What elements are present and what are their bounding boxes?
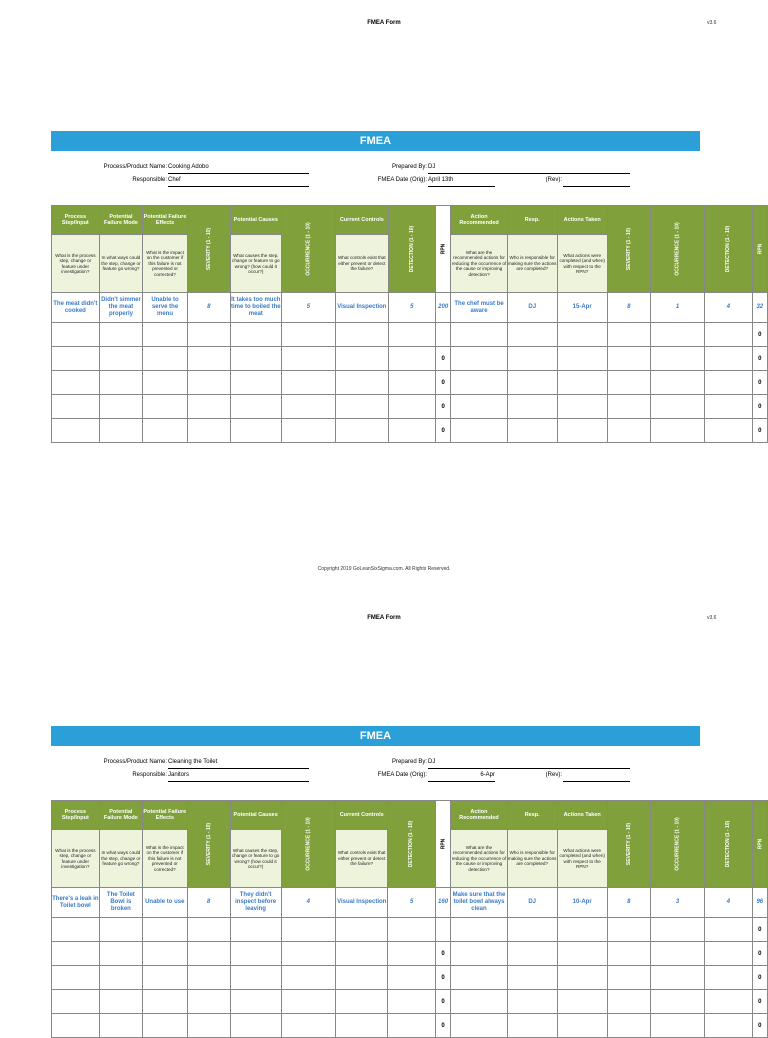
empty-cell: [230, 419, 281, 443]
question-effects: What is the impact on the customer if this failure is not prevented or corrected?: [143, 830, 188, 888]
cell-step: There's a leak in Toilet bowl: [52, 888, 100, 918]
cell-effects: Unable to use: [143, 888, 188, 918]
cell-occ2: 3: [650, 888, 704, 918]
empty-cell: [607, 1014, 650, 1038]
empty-cell: [281, 419, 335, 443]
empty-cell: [281, 918, 335, 942]
table-row: [52, 347, 768, 371]
header-det: DETECTION (1 - 10): [388, 206, 435, 293]
empty-cell: [557, 942, 607, 966]
empty-cell: [705, 990, 752, 1014]
cell-sev: 8: [187, 293, 230, 323]
process-field[interactable]: Cooking Adobo: [168, 164, 309, 174]
header-rpn2: RPN: [752, 801, 767, 888]
empty-cell: [451, 419, 507, 443]
empty-cell: [650, 990, 704, 1014]
cell-rpn: 0: [436, 371, 451, 395]
empty-cell: [557, 395, 607, 419]
table-row: [52, 395, 768, 419]
empty-cell: [281, 347, 335, 371]
empty-cell: [650, 918, 704, 942]
cell-rpn2: 0: [752, 419, 767, 443]
prepared-field[interactable]: DJ: [428, 164, 630, 174]
empty-cell: [187, 395, 230, 419]
empty-cell: [143, 990, 188, 1014]
cell-sev2: 8: [607, 293, 650, 323]
empty-cell: [507, 966, 557, 990]
header-causes: Potential Causes: [230, 206, 281, 235]
question-resp: Who is responsible for making sure the actions are completed?: [507, 235, 557, 293]
question-causes: What causes the step, change or feature to go wrong? (how could it occur?): [230, 830, 281, 888]
empty-cell: [451, 323, 507, 347]
empty-cell: [99, 1014, 142, 1038]
empty-cell: [507, 347, 557, 371]
empty-cell: [335, 966, 388, 990]
cell-rpn2: 0: [752, 990, 767, 1014]
empty-cell: [705, 942, 752, 966]
empty-cell: [187, 323, 230, 347]
empty-cell: [230, 966, 281, 990]
empty-cell: [451, 395, 507, 419]
cell-rpn: 0: [435, 942, 450, 966]
empty-cell: [230, 347, 281, 371]
header-causes: Potential Causes: [230, 801, 281, 830]
prepared-label: Prepared By:: [391, 759, 427, 765]
question-step: What is the process step, change or feature under investigation?: [52, 235, 100, 293]
empty-cell: [557, 966, 607, 990]
empty-cell: [230, 942, 281, 966]
header-row: [52, 206, 768, 235]
empty-cell: [52, 395, 100, 419]
empty-cell: [52, 966, 100, 990]
empty-cell: [281, 990, 335, 1014]
cell-rpn: 200: [436, 293, 451, 323]
empty-cell: [650, 942, 704, 966]
empty-cell: [336, 419, 389, 443]
date-field[interactable]: April 13th: [428, 177, 495, 187]
header-sev: SEVERITY (1 - 10): [187, 801, 230, 888]
empty-cell: [650, 323, 704, 347]
empty-cell: [451, 966, 508, 990]
empty-cell: [335, 942, 388, 966]
question-action: What are the recommended actions for reducing the occurrence of the cause or improving detection?: [451, 830, 508, 888]
empty-cell: [388, 966, 435, 990]
empty-cell: [607, 347, 650, 371]
process-label: Process/Product Name:: [103, 164, 167, 170]
cell-action: Make sure that the toilet bowl always clean: [451, 888, 508, 918]
empty-cell: [143, 918, 188, 942]
header-controls: Current Controls: [336, 206, 389, 235]
question-resp: Who is responsible for making sure the actions are completed?: [507, 830, 557, 888]
empty-cell: [650, 966, 704, 990]
cell-rpn2: 0: [752, 966, 767, 990]
empty-cell: [388, 918, 435, 942]
rev-label: (Rev):: [545, 177, 562, 183]
cell-rpn: [436, 323, 451, 347]
empty-cell: [507, 323, 557, 347]
cell-causes: It takes too much time to boiled the meat: [230, 293, 281, 323]
table-row: [52, 990, 768, 1014]
empty-cell: [650, 371, 704, 395]
empty-cell: [607, 966, 650, 990]
table-row: [52, 918, 768, 942]
cell-rpn2: 0: [752, 942, 767, 966]
header-occ2: OCCURRENCE (1 - 10): [650, 206, 704, 293]
empty-cell: [607, 323, 650, 347]
header-action: Action Recommended: [451, 206, 507, 235]
empty-cell: [52, 371, 100, 395]
table-row: [52, 1014, 768, 1038]
empty-cell: [187, 966, 230, 990]
table-row: [52, 293, 768, 323]
empty-cell: [335, 1014, 388, 1038]
responsible-field[interactable]: Chef: [168, 177, 309, 187]
empty-cell: [451, 918, 508, 942]
header-sev2: SEVERITY (1 - 10): [607, 206, 650, 293]
form-meta: [0, 759, 768, 789]
header-effects: Potential Failure Effects: [143, 206, 187, 235]
empty-cell: [336, 323, 389, 347]
cell-rpn: 160: [435, 888, 450, 918]
header-rpn: RPN: [436, 206, 451, 293]
empty-cell: [52, 323, 100, 347]
question-mode: In what ways could the step, change or feature go wrong?: [99, 830, 142, 888]
table-row: [52, 942, 768, 966]
header-sev2: SEVERITY (1 - 10): [607, 801, 650, 888]
table-row: [52, 888, 768, 918]
empty-cell: [143, 323, 187, 347]
empty-cell: [281, 966, 335, 990]
empty-cell: [557, 347, 607, 371]
empty-cell: [99, 323, 143, 347]
empty-cell: [99, 347, 143, 371]
empty-cell: [281, 371, 335, 395]
empty-cell: [187, 371, 230, 395]
header-step: Process Step/Input: [52, 206, 100, 235]
empty-cell: [99, 419, 143, 443]
header-taken: Actions Taken: [557, 206, 607, 235]
cell-action: The chef must be aware: [451, 293, 507, 323]
date-label: FMEA Date (Orig):: [377, 177, 427, 183]
fmea-table: [51, 205, 768, 443]
empty-cell: [507, 990, 557, 1014]
empty-cell: [52, 942, 100, 966]
cell-rpn: 0: [436, 419, 451, 443]
empty-cell: [650, 347, 704, 371]
empty-cell: [143, 347, 187, 371]
empty-cell: [52, 990, 100, 1014]
version-label: v3.6: [707, 615, 717, 621]
cell-rpn: 0: [436, 347, 451, 371]
empty-cell: [99, 371, 143, 395]
cell-sev: 8: [187, 888, 230, 918]
empty-cell: [388, 323, 435, 347]
empty-cell: [705, 419, 752, 443]
empty-cell: [281, 942, 335, 966]
empty-cell: [99, 966, 142, 990]
empty-cell: [557, 323, 607, 347]
question-mode: In what ways could the step, change or feature go wrong?: [99, 235, 143, 293]
cell-taken: 15-Apr: [557, 293, 607, 323]
header-resp: Resp.: [507, 801, 557, 830]
cell-rpn2: 0: [752, 323, 767, 347]
question-causes: What causes the step, change or feature to go wrong? (how could it occur?): [230, 235, 281, 293]
table-row: [52, 419, 768, 443]
empty-cell: [388, 371, 435, 395]
table-row: [52, 323, 768, 347]
header-occ2: OCCURRENCE (1 - 10): [650, 801, 704, 888]
rev-field[interactable]: [563, 772, 630, 782]
responsible-field[interactable]: Janitors: [168, 772, 309, 782]
cell-det2: 4: [705, 293, 752, 323]
header-taken: Actions Taken: [557, 801, 607, 830]
cell-rpn2: 0: [752, 371, 767, 395]
empty-cell: [335, 918, 388, 942]
empty-cell: [557, 371, 607, 395]
empty-cell: [607, 942, 650, 966]
empty-cell: [451, 942, 508, 966]
cell-causes: They didn't inspect before leaving: [230, 888, 281, 918]
empty-cell: [281, 395, 335, 419]
empty-cell: [52, 347, 100, 371]
fmea-table: [51, 800, 768, 1038]
page-title: FMEA Form: [367, 20, 401, 26]
cell-taken: 10-Apr: [557, 888, 607, 918]
empty-cell: [607, 990, 650, 1014]
empty-cell: [281, 323, 335, 347]
empty-cell: [143, 966, 188, 990]
empty-cell: [388, 395, 435, 419]
cell-rpn2: 0: [752, 918, 767, 942]
empty-cell: [507, 918, 557, 942]
empty-cell: [143, 419, 187, 443]
rev-label: (Rev):: [545, 772, 562, 778]
empty-cell: [336, 395, 389, 419]
header-det2: DETECTION (1 - 10): [705, 206, 752, 293]
empty-cell: [99, 918, 142, 942]
question-step: What is the process step, change or feature under investigation?: [52, 830, 100, 888]
header-mode: Potential Failure Mode: [99, 801, 142, 830]
header-controls: Current Controls: [335, 801, 388, 830]
question-controls: What controls exist that either prevent or detect the failure?: [336, 235, 389, 293]
empty-cell: [230, 918, 281, 942]
cell-controls: Visual Inspection: [336, 293, 389, 323]
empty-cell: [705, 395, 752, 419]
cell-det: 5: [388, 888, 435, 918]
empty-cell: [230, 371, 281, 395]
empty-cell: [388, 942, 435, 966]
empty-cell: [335, 990, 388, 1014]
cell-rpn2: 0: [752, 347, 767, 371]
empty-cell: [230, 395, 281, 419]
version-label: v3.6: [707, 20, 717, 26]
fmea-banner: FMEA: [51, 131, 700, 151]
empty-cell: [230, 1014, 281, 1038]
cell-rpn: 0: [435, 990, 450, 1014]
cell-rpn2: 0: [752, 395, 767, 419]
cell-mode: Didn't simmer the meat properly: [99, 293, 143, 323]
header-mode: Potential Failure Mode: [99, 206, 143, 235]
cell-rpn2: 0: [752, 1014, 767, 1038]
empty-cell: [143, 395, 187, 419]
empty-cell: [187, 918, 230, 942]
empty-cell: [507, 419, 557, 443]
cell-controls: Visual Inspection: [335, 888, 388, 918]
header-det2: DETECTION (1 - 10): [705, 801, 752, 888]
process-field[interactable]: Cleaning the Toilet: [168, 759, 309, 769]
header-occ: OCCURRENCE (1 - 10): [281, 206, 335, 293]
cell-step: The meat didn't cooked: [52, 293, 100, 323]
empty-cell: [507, 1014, 557, 1038]
cell-resp: DJ: [507, 888, 557, 918]
empty-cell: [557, 1014, 607, 1038]
empty-cell: [143, 942, 188, 966]
empty-cell: [607, 918, 650, 942]
responsible-label: Responsible:: [132, 177, 167, 183]
empty-cell: [52, 419, 100, 443]
header-det: DETECTION (1 - 10): [388, 801, 435, 888]
empty-cell: [230, 990, 281, 1014]
responsible-label: Responsible:: [132, 772, 167, 778]
empty-cell: [336, 371, 389, 395]
header-step: Process Step/Input: [52, 801, 100, 830]
empty-cell: [52, 1014, 100, 1038]
question-effects: What is the impact on the customer if this failure is not prevented or corrected?: [143, 235, 187, 293]
empty-cell: [557, 990, 607, 1014]
empty-cell: [187, 942, 230, 966]
empty-cell: [230, 323, 281, 347]
empty-cell: [705, 347, 752, 371]
empty-cell: [99, 395, 143, 419]
empty-cell: [52, 918, 100, 942]
empty-cell: [451, 1014, 508, 1038]
table-row: [52, 966, 768, 990]
form-meta: [0, 164, 768, 194]
header-action: Action Recommended: [451, 801, 508, 830]
empty-cell: [451, 347, 507, 371]
empty-cell: [336, 347, 389, 371]
empty-cell: [187, 990, 230, 1014]
empty-cell: [507, 371, 557, 395]
copyright-text: Copyright 2019 GoLeanSixSigma.com. All Rights Reserved.: [317, 566, 451, 572]
empty-cell: [143, 371, 187, 395]
cell-det2: 4: [705, 888, 752, 918]
date-field[interactable]: 6-Apr: [428, 772, 495, 782]
prepared-field[interactable]: DJ: [428, 759, 630, 769]
cell-rpn2: 96: [752, 888, 767, 918]
header-effects: Potential Failure Effects: [143, 801, 188, 830]
header-resp: Resp.: [507, 206, 557, 235]
rev-field[interactable]: [563, 177, 630, 187]
cell-effects: Unable to serve the menu: [143, 293, 187, 323]
header-rpn: RPN: [435, 801, 450, 888]
empty-cell: [705, 323, 752, 347]
empty-cell: [705, 966, 752, 990]
cell-occ2: 1: [650, 293, 704, 323]
empty-cell: [650, 419, 704, 443]
empty-cell: [650, 1014, 704, 1038]
cell-mode: The Toilet Bowl is broken: [99, 888, 142, 918]
question-controls: What controls exist that either prevent or detect the failure?: [335, 830, 388, 888]
empty-cell: [451, 990, 508, 1014]
empty-cell: [607, 419, 650, 443]
prepared-label: Prepared By:: [391, 164, 427, 170]
empty-cell: [388, 347, 435, 371]
empty-cell: [99, 990, 142, 1014]
empty-cell: [143, 1014, 188, 1038]
empty-cell: [507, 395, 557, 419]
empty-cell: [388, 990, 435, 1014]
cell-rpn: 0: [435, 1014, 450, 1038]
cell-resp: DJ: [507, 293, 557, 323]
cell-occ: 5: [281, 293, 335, 323]
cell-rpn: 0: [436, 395, 451, 419]
question-action: What are the recommended actions for reducing the occurrence of the cause or improving detection?: [451, 235, 507, 293]
empty-cell: [705, 1014, 752, 1038]
empty-cell: [507, 942, 557, 966]
empty-cell: [607, 371, 650, 395]
process-label: Process/Product Name:: [103, 759, 167, 765]
empty-cell: [557, 918, 607, 942]
question-taken: What actions were completed (and when) with respect to the RPN?: [557, 830, 607, 888]
cell-rpn: 0: [435, 966, 450, 990]
header-sev: SEVERITY (1 - 10): [187, 206, 230, 293]
empty-cell: [705, 371, 752, 395]
cell-det: 5: [388, 293, 435, 323]
header-rpn2: RPN: [752, 206, 767, 293]
page-title: FMEA Form: [367, 615, 401, 621]
empty-cell: [388, 1014, 435, 1038]
empty-cell: [187, 419, 230, 443]
empty-cell: [705, 918, 752, 942]
header-occ: OCCURRENCE (1 - 10): [281, 801, 335, 888]
table-row: [52, 371, 768, 395]
date-label: FMEA Date (Orig):: [377, 772, 427, 778]
fmea-banner: FMEA: [51, 726, 700, 746]
empty-cell: [607, 395, 650, 419]
cell-occ: 4: [281, 888, 335, 918]
empty-cell: [650, 395, 704, 419]
empty-cell: [557, 419, 607, 443]
empty-cell: [99, 942, 142, 966]
cell-rpn: [435, 918, 450, 942]
empty-cell: [388, 419, 435, 443]
empty-cell: [187, 1014, 230, 1038]
empty-cell: [281, 1014, 335, 1038]
cell-rpn2: 32: [752, 293, 767, 323]
question-taken: What actions were completed (and when) with respect to the RPN?: [557, 235, 607, 293]
header-row: [52, 801, 768, 830]
empty-cell: [187, 347, 230, 371]
empty-cell: [451, 371, 507, 395]
cell-sev2: 8: [607, 888, 650, 918]
